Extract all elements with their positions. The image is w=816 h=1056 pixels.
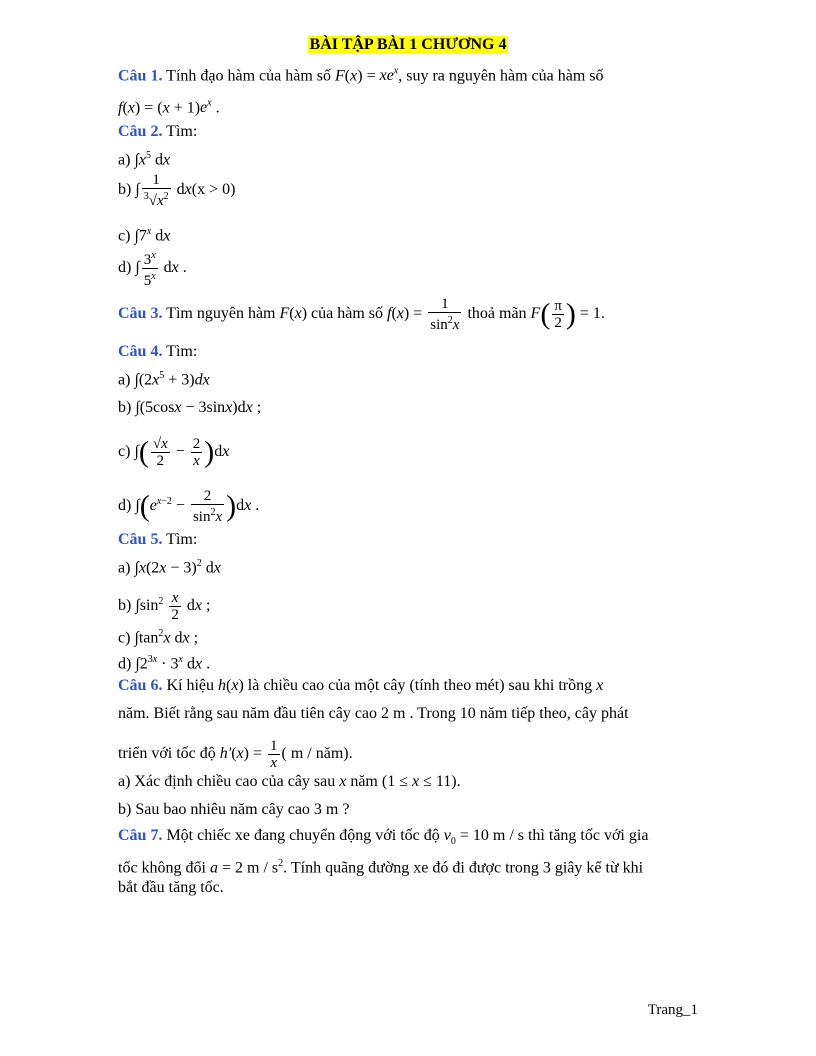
question-4-label: Câu 4. bbox=[118, 343, 163, 360]
question-6-line-2: năm. Biết rằng sau năm đầu tiên cây cao 2 m . Trong 10 năm tiếp theo, cây phát bbox=[118, 705, 629, 722]
question-4b: b) ∫(5cosx − 3sinx)dx ; bbox=[118, 399, 262, 416]
question-5b: b) $\int\sin^2$ $\frac{x}{2}$ dx ; bbox=[118, 590, 211, 623]
question-2d: d) ∫ $\frac{3^x}{5^x}$ dx . bbox=[118, 250, 187, 289]
question-5c: c) $\int\tan^2x$ dx ; bbox=[118, 628, 199, 647]
question-6b: b) Sau bao nhiêu năm cây cao 3 m ? bbox=[118, 801, 350, 818]
question-1-label: Câu 1. bbox=[118, 67, 163, 85]
page-footer: Trang_1 bbox=[647, 1002, 698, 1018]
question-1-line-2: $f(x) = (x + 1)e^x$ . bbox=[118, 98, 220, 117]
question-6-label: Câu 6. bbox=[118, 677, 163, 694]
question-7-line-1: Câu 7. Một chiếc xe đang chuyển động với tốc độ $v_0 = 10$ m / s thì tăng tốc với gia bbox=[118, 827, 649, 848]
question-7-line-2: tốc không đổi a = 2 m / $s^2$. Tính quãng đường xe đó đi được trong 3 giây kể từ khi bbox=[118, 858, 644, 877]
question-6a: a) Xác định chiều cao của cây sau x năm (1 ≤ x ≤ 11). bbox=[118, 773, 461, 790]
question-4a: a) $\int(2x^5 + 3)dx$ bbox=[118, 370, 210, 389]
question-7-line-3: bắt đầu tăng tốc. bbox=[118, 879, 224, 896]
question-2b: b) ∫ $\frac{1}{^3√x^2}$ dx(x > 0) bbox=[118, 172, 236, 209]
question-5a: a) $\int x(2x - 3)^2$ dx bbox=[118, 558, 221, 577]
question-4c: c) ∫( $\frac{√x}{2}$ − $\frac{2}{x}$ )dx bbox=[118, 435, 230, 469]
question-5-header: Câu 5. Tìm: bbox=[118, 531, 198, 548]
question-6-line-3: triển với tốc độ h'(x) = $\frac{1}{x}$ ( m / năm). bbox=[118, 738, 353, 771]
question-2c: c) ∫7$^x$ dx bbox=[118, 226, 171, 245]
question-2-label: Câu 2. bbox=[118, 123, 163, 140]
question-3-label: Câu 3. bbox=[118, 305, 163, 323]
question-3: Câu 3. Tìm nguyên hàm F(x) của hàm số f(x) = $\frac{1}{\sin^2x}$ thoả mãn F( $\frac{\pi}{2}$ ) = 1. bbox=[118, 296, 605, 333]
question-1-line-1: Câu 1. Tính đạo hàm của hàm số $F(x) = xe^x$, suy ra nguyên hàm của hàm số bbox=[118, 66, 604, 85]
question-4-header: Câu 4. Tìm: bbox=[118, 343, 198, 360]
question-4d: d) $\int(e^{x-2}$ − $\frac{2}{\sin^2x}$ )dx . bbox=[118, 488, 260, 525]
page-title: BÀI TẬP BÀI 1 CHƯƠNG 4 bbox=[309, 36, 507, 53]
question-5d: d) $\int 2^{3x} \cdot 3^x$ dx . bbox=[118, 654, 211, 673]
question-2-header: Câu 2. Tìm: bbox=[118, 123, 198, 140]
question-7-label: Câu 7. bbox=[118, 827, 163, 844]
question-2a: a) $\int x^5$ dx bbox=[118, 150, 171, 169]
question-5-label: Câu 5. bbox=[118, 531, 163, 548]
question-6-line-1: Câu 6. Kí hiệu h(x) là chiều cao của một cây (tính theo mét) sau khi trồng x bbox=[118, 677, 604, 694]
